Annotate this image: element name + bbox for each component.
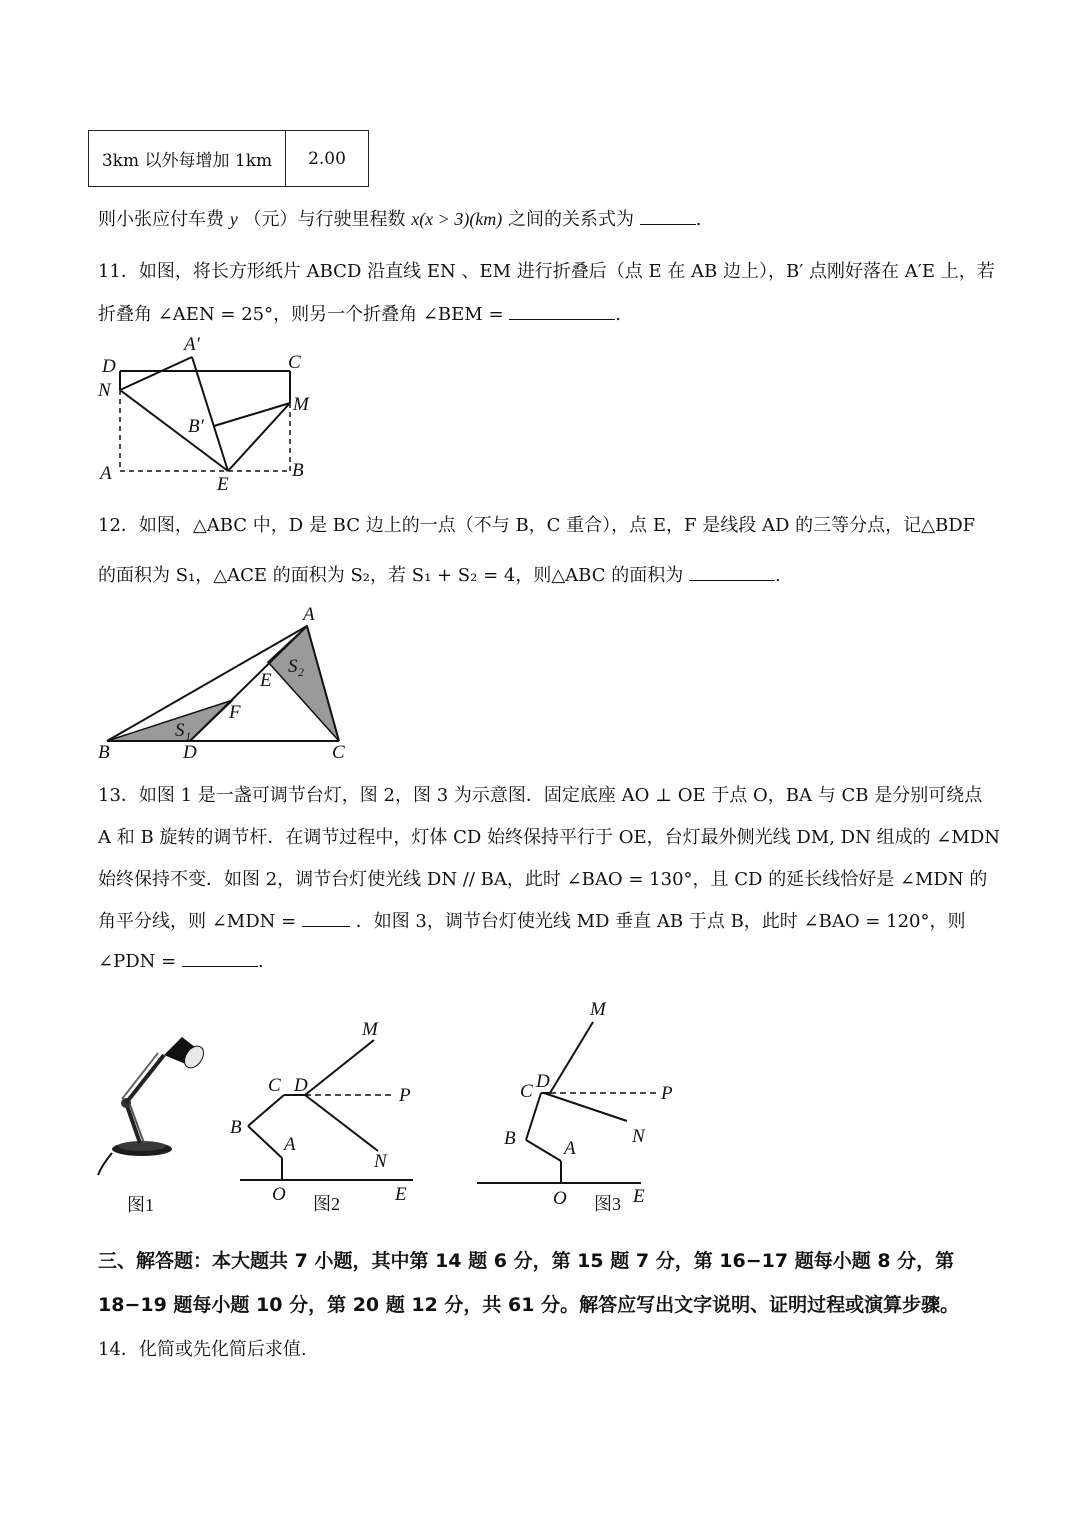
q11-segment-na bbox=[120, 357, 192, 390]
fig3-segment-ab bbox=[526, 1140, 561, 1161]
q11-figure bbox=[90, 330, 350, 500]
q11-label-n: N bbox=[98, 380, 111, 401]
q12-answer-blank bbox=[689, 566, 775, 581]
q11-label-a-prime: A′ bbox=[184, 334, 200, 355]
table-row bbox=[89, 131, 369, 187]
fig3-label-o: O bbox=[553, 1188, 567, 1209]
fig3-ray-dn bbox=[544, 1093, 627, 1121]
q10-answer-blank bbox=[640, 210, 696, 225]
q11-fold-en bbox=[120, 390, 228, 471]
fig2-ray-dn bbox=[305, 1095, 378, 1151]
fig3-label-n: N bbox=[632, 1126, 645, 1147]
fig2-label-b: B bbox=[230, 1117, 242, 1138]
fig3-label-p: P bbox=[661, 1083, 673, 1104]
fig2-label-m: M bbox=[362, 1019, 378, 1040]
section-3-heading-line-1: 三、解答题：本大题共 7 小题，其中第 14 题 6 分，第 15 题 7 分，第 16−17 题每小题 8 分，第 bbox=[98, 1250, 955, 1272]
q10-end: . bbox=[695, 209, 702, 230]
lamp-cable-icon bbox=[98, 1153, 112, 1175]
q11-line-1: 11．如图，将长方形纸片 ABCD 沿直线 EN 、EM 进行折叠后（点 E 在 AB 边上），B′ 点刚好落在 A′E 上，若 bbox=[98, 261, 995, 282]
q12-label-c: C bbox=[332, 742, 345, 763]
fig3-label-m: M bbox=[590, 999, 606, 1020]
q11-line-2-text: 折叠角 ∠AEN = 25°，则另一个折叠角 ∠BEM = bbox=[98, 304, 504, 325]
q12-shaded-bdf bbox=[107, 700, 233, 741]
q12-line-1: 12．如图，△ABC 中，D 是 BC 边上的一点（不与 B，C 重合），点 E，F 是线段 AD 的三等分点，记△BDF bbox=[98, 515, 976, 536]
q13-figure-2 bbox=[228, 1010, 443, 1220]
q13-line-3: 始终保持不变．如图 2，调节台灯使光线 DN // BA，此时 ∠BAO = 130°，且 CD 的延长线恰好是 ∠MDN 的 bbox=[98, 869, 988, 890]
q13-line-4 bbox=[98, 907, 965, 933]
q13-line-4-text-a: 角平分线，则 ∠MDN = bbox=[98, 911, 297, 932]
q11-label-d: D bbox=[102, 356, 116, 377]
q11-line-2 bbox=[98, 300, 621, 326]
fig2-label-p: P bbox=[399, 1085, 411, 1106]
fig2-label-a: A bbox=[284, 1134, 296, 1155]
q12-label-f: F bbox=[229, 702, 241, 723]
fig3-ray-dm bbox=[550, 1022, 593, 1093]
q11-label-e: E bbox=[217, 474, 229, 495]
q12-label-b: B bbox=[98, 742, 110, 763]
q10-text-c: 之间的关系式为 bbox=[508, 209, 635, 230]
q10-expression: x(x > 3)(km) bbox=[411, 209, 503, 229]
fare-table-value-cell: 2.00 bbox=[286, 131, 369, 187]
q13-end: . bbox=[257, 951, 264, 972]
q12-label-s2: S₂ bbox=[288, 656, 305, 677]
q10-text-a: 则小张应付车费 bbox=[98, 209, 224, 230]
fig2-segment-ab bbox=[248, 1126, 282, 1158]
fig2-label-o: O bbox=[272, 1184, 286, 1205]
q13-line-2: A 和 B 旋转的调节杆．在调节过程中，灯体 CD 始终保持平行于 OE，台灯最外侧光线 DM, DN 组成的 ∠MDN bbox=[98, 827, 1001, 848]
q13-figure-1-lamp bbox=[92, 1025, 227, 1220]
fig2-ray-dm bbox=[305, 1040, 374, 1095]
q13-line-5-text: ∠PDN = bbox=[98, 951, 177, 972]
fig2-label-n: N bbox=[374, 1151, 387, 1172]
fig3-label-a: A bbox=[564, 1138, 576, 1159]
fare-table bbox=[88, 130, 369, 187]
fig3-label-d: D bbox=[536, 1071, 550, 1092]
fig3-label-e: E bbox=[633, 1186, 645, 1207]
q11-label-b-prime: B′ bbox=[188, 416, 204, 437]
fig2-segment-bc bbox=[248, 1095, 284, 1126]
fig3-label-c: C bbox=[520, 1081, 533, 1102]
q13-line-1: 13．如图 1 是一盏可调节台灯，图 2，图 3 为示意图．固定底座 AO ⊥ OE 于点 O，BA 与 CB 是分别可绕点 bbox=[98, 785, 983, 806]
q12-label-e: E bbox=[260, 670, 272, 691]
q13-fig3-caption: 图3 bbox=[594, 1194, 621, 1214]
q12-figure bbox=[90, 600, 370, 765]
q12-label-a: A bbox=[303, 604, 315, 625]
fig2-label-c: C bbox=[268, 1075, 281, 1096]
q10-text-b: （元）与行驶里程数 bbox=[243, 209, 406, 230]
fig3-label-b: B bbox=[504, 1128, 516, 1149]
q11-segment-ae bbox=[192, 357, 228, 471]
q13-line-5 bbox=[98, 951, 264, 972]
q10-var-y: y bbox=[229, 209, 238, 229]
q13-figure-3 bbox=[470, 990, 685, 1220]
q11-label-c: C bbox=[288, 352, 301, 373]
q13-fig1-caption: 图1 bbox=[127, 1195, 154, 1215]
lamp-lower-arm-icon bbox=[126, 1103, 140, 1143]
q12-label-d: D bbox=[183, 742, 197, 763]
fig2-label-e: E bbox=[395, 1184, 407, 1205]
q12-end: . bbox=[774, 565, 781, 586]
fare-table-label-cell: 3km 以外每增加 1km bbox=[89, 131, 286, 187]
q11-end: . bbox=[615, 304, 621, 325]
q11-label-m: M bbox=[293, 394, 309, 415]
q11-label-b: B bbox=[292, 460, 304, 481]
q12-label-s1: S₁ bbox=[175, 720, 192, 741]
section-3-heading-line-2: 18−19 题每小题 10 分，第 20 题 12 分，共 61 分。解答应写出文字说明、证明过程或演算步骤。 bbox=[98, 1294, 960, 1316]
lamp-upper-arm-icon bbox=[126, 1055, 164, 1103]
q11-label-a: A bbox=[100, 463, 112, 484]
q13-answer-blank-1 bbox=[302, 912, 350, 927]
q13-fig2-caption: 图2 bbox=[313, 1194, 340, 1214]
q11-answer-blank bbox=[509, 305, 615, 320]
fig2-label-d: D bbox=[294, 1075, 308, 1096]
q13-answer-blank-2 bbox=[182, 952, 258, 967]
q12-line-2 bbox=[98, 561, 781, 587]
q14-prompt: 14．化简或先化简后求值. bbox=[98, 1339, 307, 1360]
q12-line-2-text: 的面积为 S₁，△ACE 的面积为 S₂，若 S₁ + S₂ = 4，则△ABC 的面积为 bbox=[98, 565, 684, 586]
q13-line-4-text-b: ．如图 3，调节台灯使光线 MD 垂直 AB 于点 B，此时 ∠BAO = 120°，则 bbox=[355, 911, 966, 932]
q10-relation-line bbox=[98, 205, 702, 231]
